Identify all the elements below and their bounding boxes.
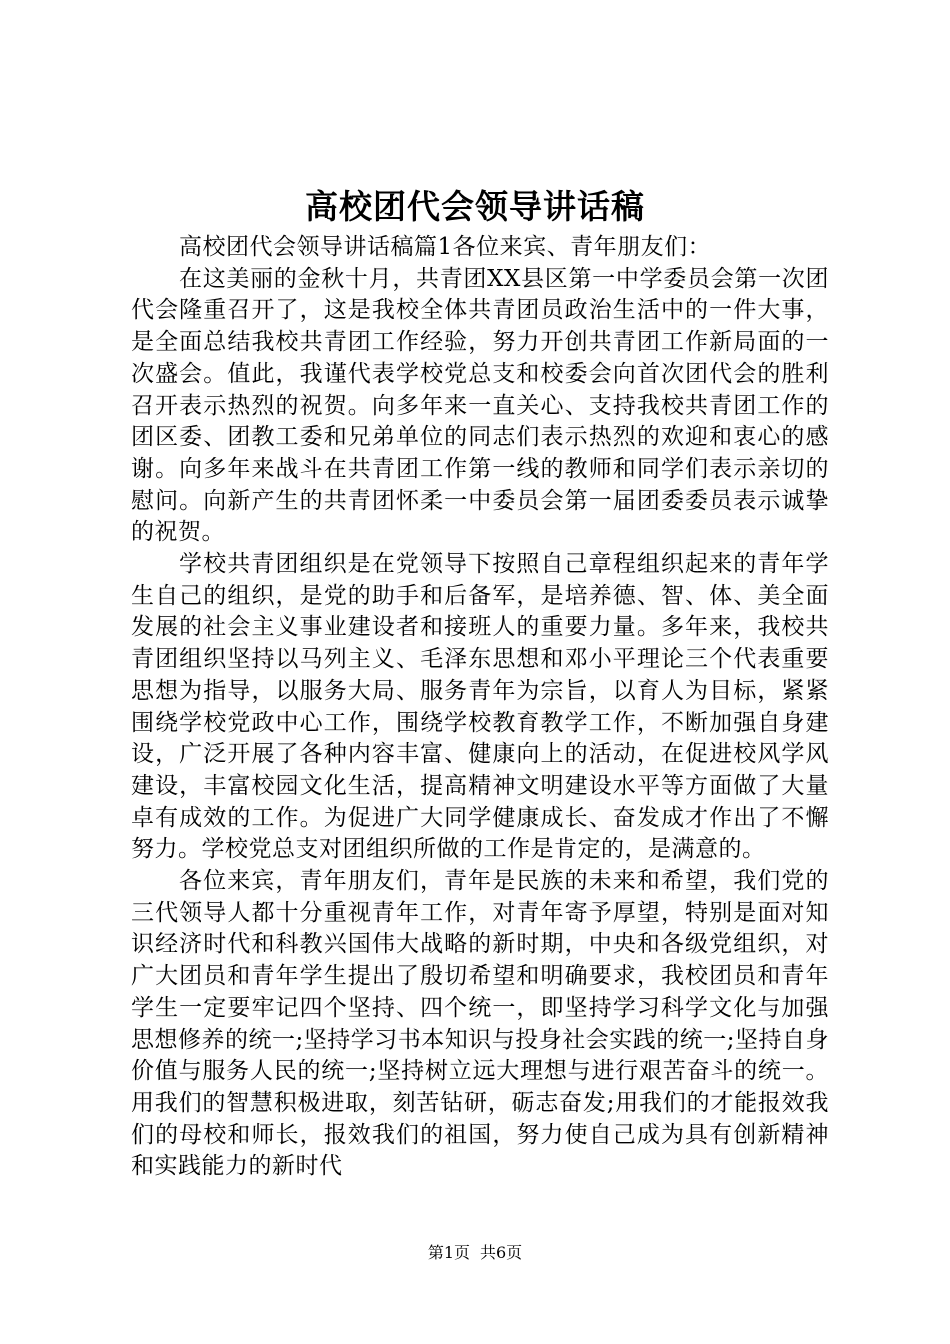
document-title: 高校团代会领导讲话稿 [305,187,645,226]
paragraph-youth: 各位来宾，青年朋友们，青年是民族的未来和希望，我们党的三代领导人都十分重视青年工作，对青年寄予厚望，特别是面对知识经济时代和科教兴国伟大战略的新时期，中央和各级党组织，对广大团员和青年学生提出了殷切希望和明确要求，我校团员和青年学生一定要牢记四个坚持、四个统一，即坚持学习科学文化与加强思想修养的统一;坚持学习书本知识与投身社会实践的统一;坚持自身价值与服务人民的统一;坚持树立远大理想与进行艰苦奋斗的统一。用我们的智慧积极进取，刻苦钻研，砺志奋发;用我们的才能报效我们的母校和师长，报效我们的祖国，努力使自己成为具有创新精神和实践能力的新时代 [131,868,829,1180]
page-total: 共6页 [480,1243,523,1262]
page-footer [0,1242,950,1264]
paragraph-opening: 在这美丽的金秋十月，共青团XX县区第一中学委员会第一次团代会隆重召开了，这是我校全体共青团员政治生活中的一件大事，是全面总结我校共青团工作经验，努力开创共青团工作新局面的一次盛会。值此，我谨代表学校党总支和校委会向首次团代会的胜利召开表示热烈的祝贺。向多年来一直关心、支持我校共青团工作的团区委、团教工委和兄弟单位的同志们表示热烈的欢迎和衷心的感谢。向多年来战斗在共青团工作第一线的教师和同学们表示亲切的慰问。向新产生的共青团怀柔一中委员会第一届团委委员表示诚挚的祝贺。 [131,265,829,546]
paragraph-greeting: 高校团代会领导讲话稿篇1各位来宾、青年朋友们： [179,234,712,260]
document-body [131,232,829,1183]
page-number: 第1页 [427,1243,470,1262]
paragraph-organization: 学校共青团组织是在党领导下按照自己章程组织起来的青年学生自己的组织，是党的助手和后备军，是培养德、智、体、美全面发展的社会主义事业建设者和接班人的重要力量。多年来，我校共青团组织坚持以马列主义、毛泽东思想和邓小平理论三个代表重要思想为指导，以服务大局、服务青年为宗旨，以育人为目标，紧紧围绕学校党政中心工作，围绕学校教育教学工作，不断加强自身建设，广泛开展了各种内容丰富、健康向上的活动，在促进校风学风建设，丰富校园文化生活，提高精神文明建设水平等方面做了大量卓有成效的工作。为促进广大同学健康成长、奋发成才作出了不懈努力。学校党总支对团组织所做的工作是肯定的，是满意的。 [131,551,829,863]
